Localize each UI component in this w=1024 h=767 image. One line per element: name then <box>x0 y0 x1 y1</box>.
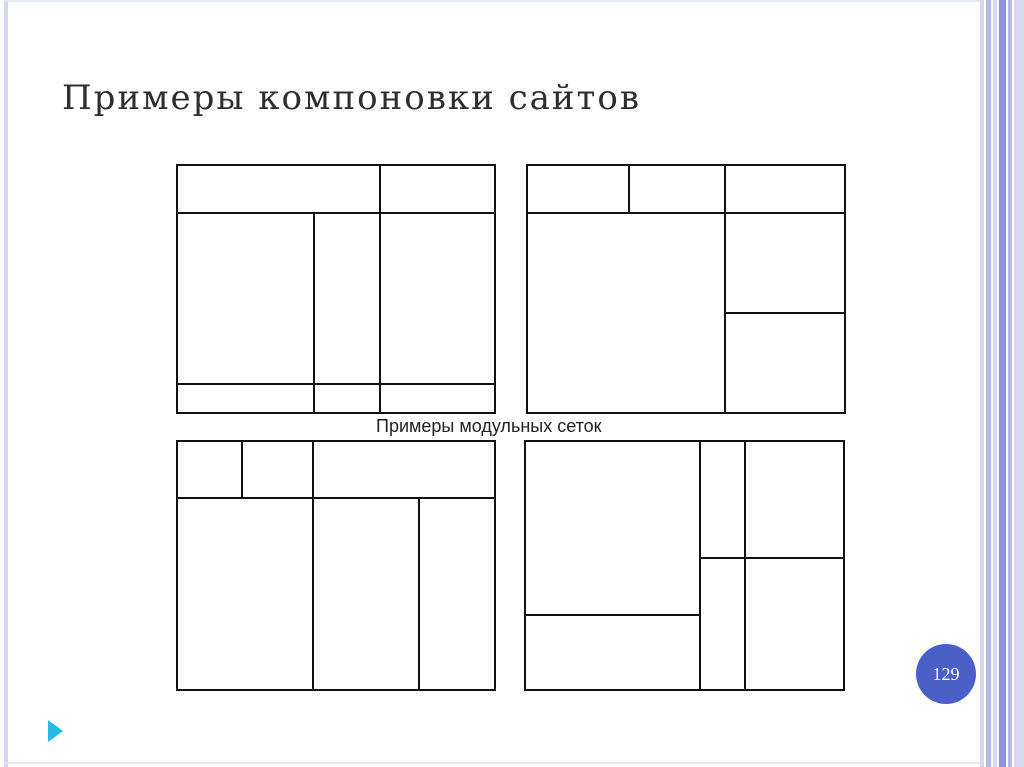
layout-grid-3 <box>176 440 496 691</box>
grid-line <box>178 212 494 214</box>
slide-border-left <box>4 0 8 767</box>
slide-border-top <box>4 0 980 2</box>
grid-caption: Примеры модульных сеток <box>376 416 602 436</box>
layout-grid-4 <box>524 440 845 691</box>
grid-line <box>526 614 700 616</box>
grid-line <box>628 166 630 214</box>
slide-title: Примеры компоновки сайтов <box>62 78 641 118</box>
grid-line <box>379 166 381 412</box>
grid-line <box>178 383 494 385</box>
grid-line <box>724 166 726 412</box>
grid-line <box>312 442 314 689</box>
grid-line <box>726 312 844 314</box>
page-number: 129 <box>932 663 960 684</box>
grid-line <box>528 212 844 214</box>
grid-line <box>699 442 701 689</box>
slide-border-bottom <box>4 762 980 764</box>
layout-grid-1 <box>176 164 496 414</box>
grid-line <box>241 442 243 499</box>
page-number-badge <box>916 644 976 704</box>
grid-line <box>178 497 494 499</box>
play-triangle-icon[interactable] <box>48 720 64 746</box>
grid-line <box>418 497 420 689</box>
grid-line <box>313 212 315 412</box>
grid-line <box>744 442 746 689</box>
layout-grid-2 <box>526 164 846 414</box>
grid-line <box>700 557 843 559</box>
